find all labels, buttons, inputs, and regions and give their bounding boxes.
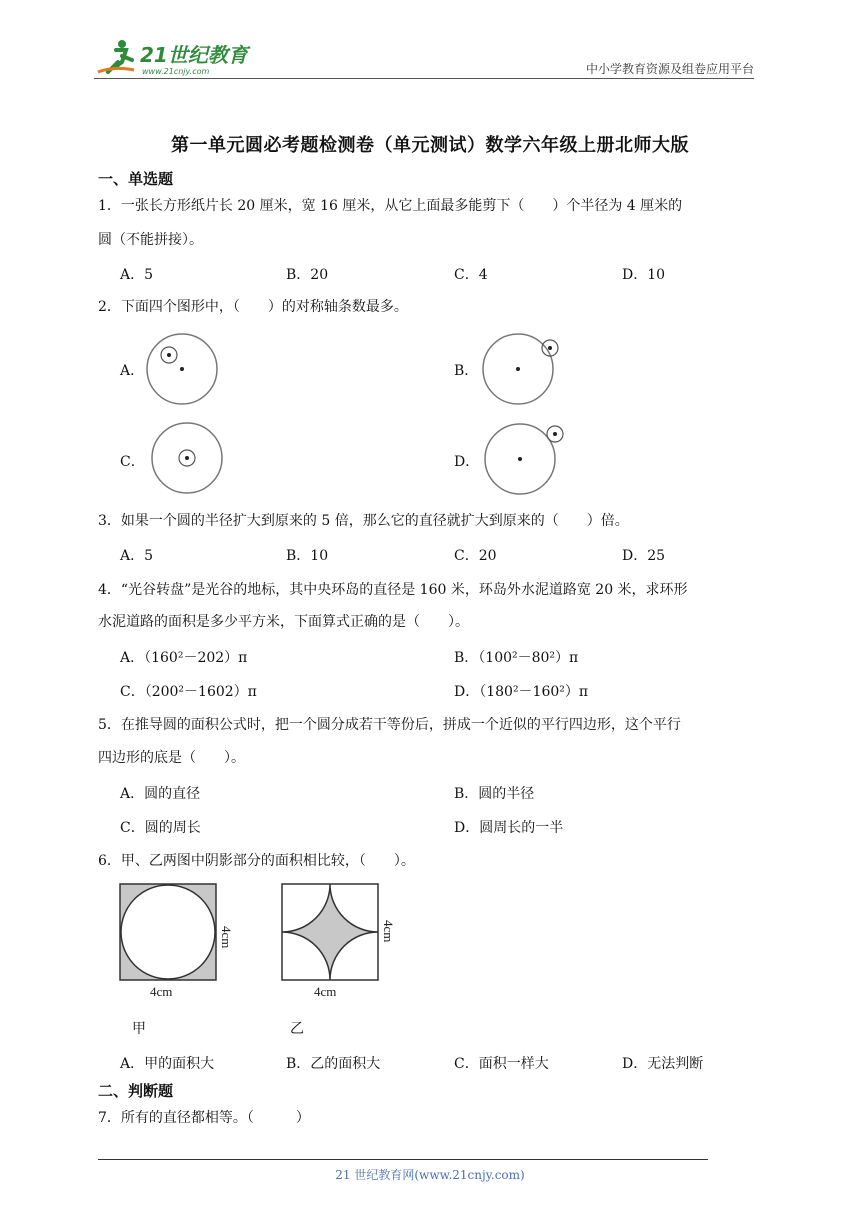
q4-option-a[interactable]: A．（160²－202）π [120, 650, 248, 666]
question-4-line1: 4．“光谷转盘”是光谷的地标，其中央环岛的直径是 160 米，环岛外水泥道路宽 20 米，求环形 [98, 582, 688, 598]
q2-option-a[interactable]: A． [120, 363, 145, 379]
q1-option-c[interactable]: C．4 [454, 267, 488, 283]
q1-option-a[interactable]: A．5 [120, 267, 154, 283]
q5-option-b[interactable]: B．圆的半径 [454, 786, 535, 802]
logo [94, 36, 264, 80]
q1-option-d[interactable]: D．10 [622, 267, 666, 283]
q3-option-b[interactable]: B．10 [286, 548, 329, 564]
footer-text[interactable]: 21 世纪教育网(www.21cnjy.com) [335, 1168, 525, 1182]
header-divider [94, 78, 754, 79]
q4-option-b[interactable]: B．（100²－80²）π [454, 650, 579, 666]
page-title: 第一单元圆必考题检测卷（单元测试）数学六年级上册北师大版 [171, 135, 689, 156]
q6-option-b[interactable]: B．乙的面积大 [286, 1056, 381, 1072]
header-platform-text: 中小学教育资源及组卷应用平台 [585, 62, 754, 76]
svg-text:4cm: 4cm [381, 920, 396, 943]
svg-text:4cm: 4cm [219, 926, 234, 949]
q5-option-c[interactable]: C．圆的周长 [120, 820, 201, 836]
q2-figure-d [478, 420, 578, 500]
figure-jia-label: 甲 [132, 1021, 146, 1037]
q3-option-a[interactable]: A．5 [120, 548, 154, 564]
q4-option-c[interactable]: C．（200²－1602）π [120, 684, 257, 700]
q2-option-d[interactable]: D． [454, 454, 480, 470]
svg-text:4cm: 4cm [314, 984, 337, 999]
q1-option-b[interactable]: B．20 [286, 267, 329, 283]
svg-text:21世纪教育: 21世纪教育 [140, 43, 248, 67]
q2-option-b[interactable]: B． [454, 363, 479, 379]
q2-figure-c [142, 418, 232, 498]
question-5-line2: 四边形的底是（ ）。 [98, 750, 245, 766]
q4-option-d[interactable]: D．（180²－160²）π [454, 684, 589, 700]
q3-option-d[interactable]: D．25 [622, 548, 666, 564]
question-1-line1: 1．一张长方形纸片长 20 厘米，宽 16 厘米，从它上面最多能剪下（ ）个半径为 4 厘米的 [98, 198, 683, 214]
q5-option-a[interactable]: A．圆的直径 [120, 786, 201, 802]
q2-figure-a [140, 330, 230, 410]
q2-figure-b [476, 330, 576, 410]
logo-runner-icon [94, 36, 264, 80]
q6-option-a[interactable]: A．甲的面积大 [120, 1056, 215, 1072]
question-3-line1: 3．如果一个圆的半径扩大到原来的 5 倍，那么它的直径就扩大到原来的（ ）倍。 [98, 513, 629, 529]
q6-option-c[interactable]: C．面积一样大 [454, 1056, 549, 1072]
question-6-line1: 6．甲、乙两图中阴影部分的面积相比较，（ ）。 [98, 853, 415, 869]
question-2-line1: 2．下面四个图形中，（ ）的对称轴条数最多。 [98, 299, 408, 315]
figure-yi-label: 乙 [290, 1021, 304, 1037]
figure-yi [278, 880, 408, 1000]
footer-divider [98, 1159, 708, 1160]
figure-jia [116, 880, 246, 1000]
q5-option-d[interactable]: D．圆周长的一半 [454, 820, 564, 836]
question-7-line1: 7．所有的直径都相等。（ ） [98, 1110, 310, 1126]
svg-text:www.21cnjy.com: www.21cnjy.com [142, 67, 210, 76]
q6-option-d[interactable]: D．无法判断 [622, 1056, 704, 1072]
svg-text:4cm: 4cm [150, 984, 173, 999]
question-1-line2: 圆（不能拼接）。 [98, 232, 203, 248]
section-heading: 一、单选题 [98, 170, 174, 188]
q2-option-c[interactable]: C． [120, 454, 145, 470]
question-4-line2: 水泥道路的面积是多少平方米，下面算式正确的是（ ）。 [98, 614, 469, 630]
section-heading: 二、判断题 [98, 1082, 174, 1100]
question-5-line1: 5．在推导圆的面积公式时，把一个圆分成若干等份后，拼成一个近似的平行四边形，这个平行 [98, 717, 681, 733]
q3-option-c[interactable]: C．20 [454, 548, 497, 564]
